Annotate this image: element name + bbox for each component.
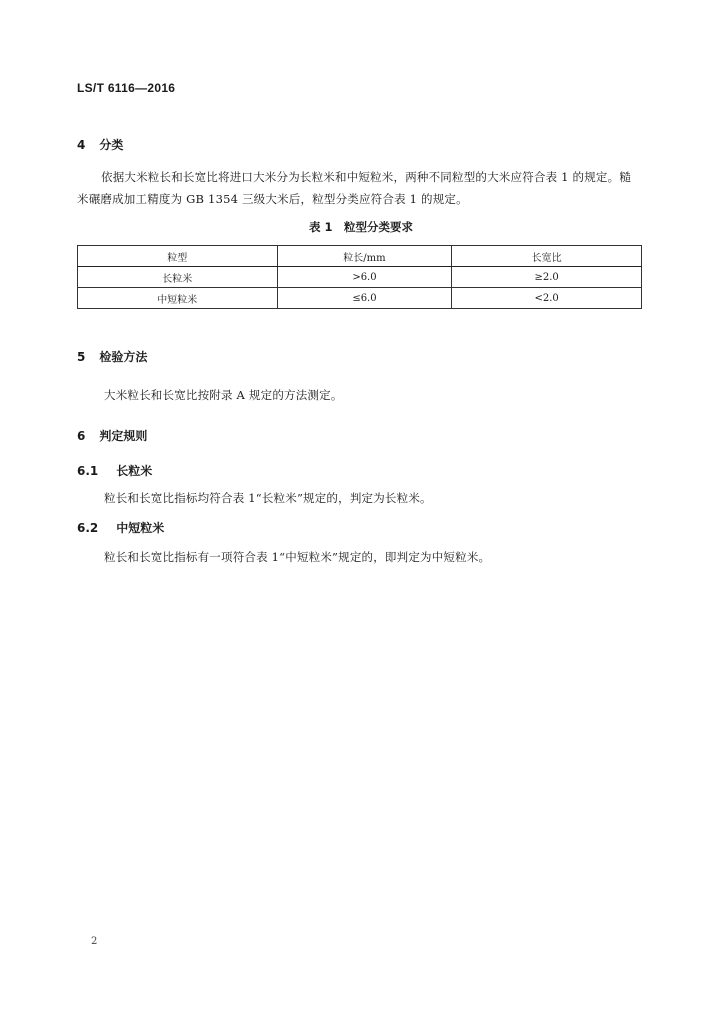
header-cell-grain-type: 粒型 — [78, 246, 278, 267]
header-cell-grain-length: 粒长/mm — [277, 246, 452, 267]
section-number: 6 — [77, 429, 86, 443]
section-title: 判定规则 — [99, 429, 148, 443]
subsection-title: 中短粒米 — [116, 521, 165, 535]
table-header-row — [78, 246, 642, 267]
table-cell: >6.0 — [277, 267, 452, 288]
section-number: 4 — [77, 138, 86, 152]
section-4-heading — [77, 136, 123, 153]
grain-type-table — [77, 245, 642, 309]
subsection-number: 6.2 — [77, 521, 99, 535]
table-cell: 长粒米 — [78, 267, 278, 288]
table-cell: <2.0 — [452, 288, 642, 309]
table-row — [78, 288, 642, 309]
table-row — [78, 267, 642, 288]
table-1-caption: 表 1 粒型分类要求 — [308, 220, 413, 234]
section-4-paragraph: 依据大米粒长和长宽比将进口大米分为长粒米和中短粒米，两种不同粒型的大米应符合表 1 的规定。糙米碾磨成加工精度为 GB 1354 三级大米后，粒型分类应符合表 1 的规定。 — [77, 170, 632, 206]
section-6-2-paragraph: 粒长和长宽比指标有一项符合表 1“中短粒米”规定的，即判定为中短粒米。 — [104, 550, 491, 564]
standard-code: LS/T 6116—2016 — [77, 81, 176, 95]
section-title: 检验方法 — [99, 350, 148, 364]
section-number: 5 — [77, 350, 86, 364]
header-cell-aspect-ratio: 长宽比 — [452, 246, 642, 267]
table-cell: ≤6.0 — [277, 288, 452, 309]
page-number: 2 — [91, 936, 98, 947]
subsection-title: 长粒米 — [116, 464, 153, 478]
section-6-heading — [77, 427, 147, 444]
section-5-heading — [77, 348, 147, 365]
subsection-number: 6.1 — [77, 464, 99, 478]
section-6-1-paragraph: 粒长和长宽比指标均符合表 1“长粒米”规定的，判定为长粒米。 — [104, 491, 432, 505]
section-6-2-heading — [77, 519, 164, 536]
table-cell: 中短粒米 — [78, 288, 278, 309]
table-cell: ≥2.0 — [452, 267, 642, 288]
section-6-1-heading — [77, 462, 152, 479]
section-5-paragraph: 大米粒长和长宽比按附录 A 规定的方法测定。 — [104, 388, 343, 402]
section-title: 分类 — [99, 138, 124, 152]
